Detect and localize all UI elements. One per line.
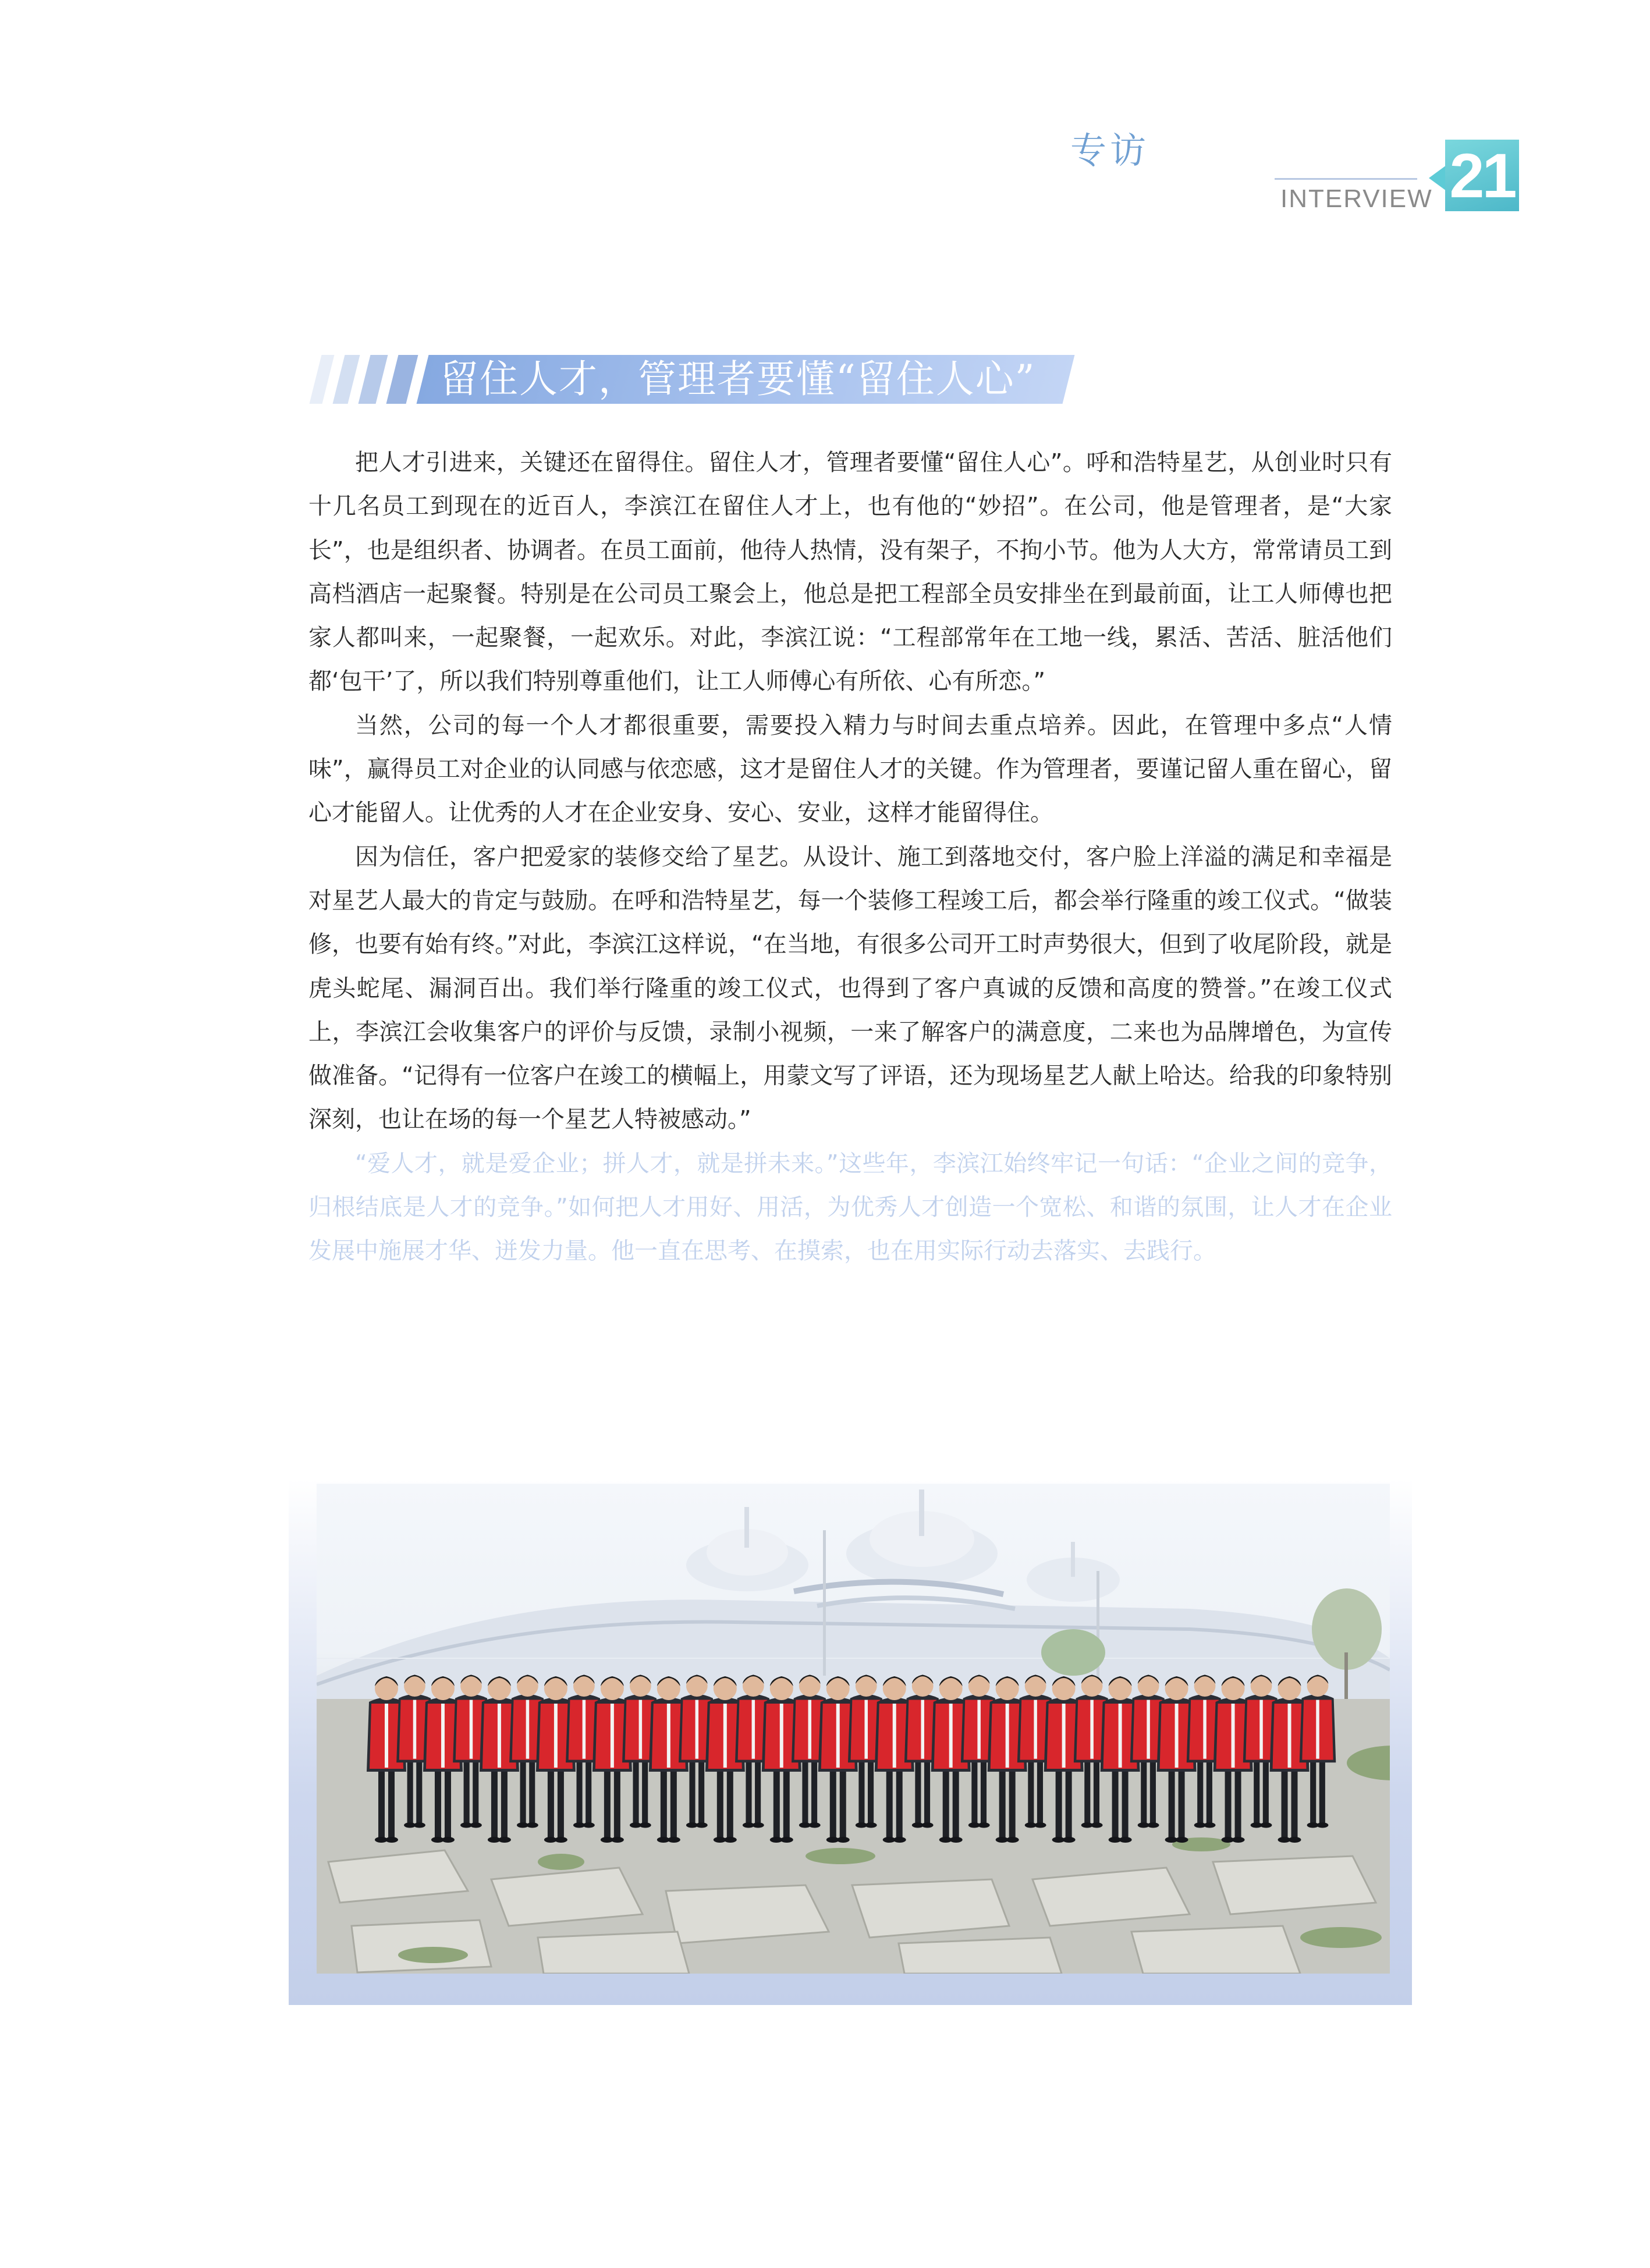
paragraph: 当然，公司的每一个人才都很重要，需要投入精力与时间去重点培养。因此，在管理中多点“人情味”，赢得员工对企业的认同感与依恋感，这才是留住人才的关键。作为管理者，要谨记留人重在留心，留心才能留人。让优秀的人才在企业安身、安心、安业，这样才能留得住。	[308, 712, 1392, 827]
section-english-label: INTERVIEW	[1280, 184, 1433, 213]
page-number: 21	[1445, 140, 1519, 211]
section-banner	[308, 355, 1077, 404]
banner-stripe	[386, 355, 418, 404]
banner-stripe	[310, 355, 335, 404]
section-label: 专访	[1070, 129, 1149, 172]
header-divider	[1275, 178, 1417, 180]
group-photo	[317, 1484, 1390, 1974]
paragraph: 把人才引进来，关键还在留得住。留住人才，管理者要懂“留住人心”。呼和浩特星艺，从创业时只有十几名员工到现在的近百人，李滨江在留住人才上，也有他的“妙招”。在公司，他是管理者，是“大家长”，也是组织者、协调者。在员工面前，他待人热情，没有架子，不拘小节。他为人大方，常常请员工到高档酒店一起聚餐。特别是在公司员工聚会上，他总是把工程部全员安排坐在到最前面，让工人师傅也把家人都叫来，一起聚餐，一起欢乐。对此，李滨江说：“工程部常年在工地一线，累活、苦活、脏活他们都‘包干’了，所以我们特别尊重他们，让工人师傅心有所依、心有所恋。”	[308, 449, 1392, 695]
banner-stripe	[359, 355, 388, 404]
section-title: 留住人才，管理者要懂“留住人心”	[440, 357, 1036, 401]
paragraph: 因为信任，客户把爱家的装修交给了星艺。从设计、施工到落地交付，客户脸上洋溢的满足和幸福是对星艺人最大的肯定与鼓励。在呼和浩特星艺，每一个装修工程竣工后，都会举行隆重的竣工仪式。“做装修，也要有始有终。”对此，李滨江这样说，“在当地，有很多公司开工时声势很大，但到了收尾阶段，就是虎头蛇尾、漏洞百出。我们举行隆重的竣工仪式，也得到了客户真诚的反馈和高度的赞誉。”在竣工仪式上，李滨江会收集客户的评价与反馈，录制小视频，一来了解客户的满意度，二来也为品牌增色，为宣传做准备。“记得有一位客户在竣工的横幅上，用蒙文写了评语，还为现场星艺人献上哈达。给我的印象特别深刻，也让在场的每一个星艺人特被感动。”	[308, 843, 1392, 1133]
group-photo-illustration	[317, 1484, 1390, 1974]
banner-stripe	[333, 355, 360, 404]
paragraph-faded: “爱人才，就是爱企业；拼人才，就是拼未来。”这些年，李滨江始终牢记一句话：“企业之间的竞争，归根结底是人才的竞争。”如何把人才用好、用活，为优秀人才创造一个宽松、和谐的氛围，让人才在企业发展中施展才华、迸发力量。他一直在思考、在摸索，也在用实际行动去落实、去践行。	[308, 1150, 1392, 1265]
page-pointer-icon	[1429, 165, 1446, 191]
article-body	[308, 441, 1392, 1274]
building-illustration	[317, 1490, 1390, 1705]
